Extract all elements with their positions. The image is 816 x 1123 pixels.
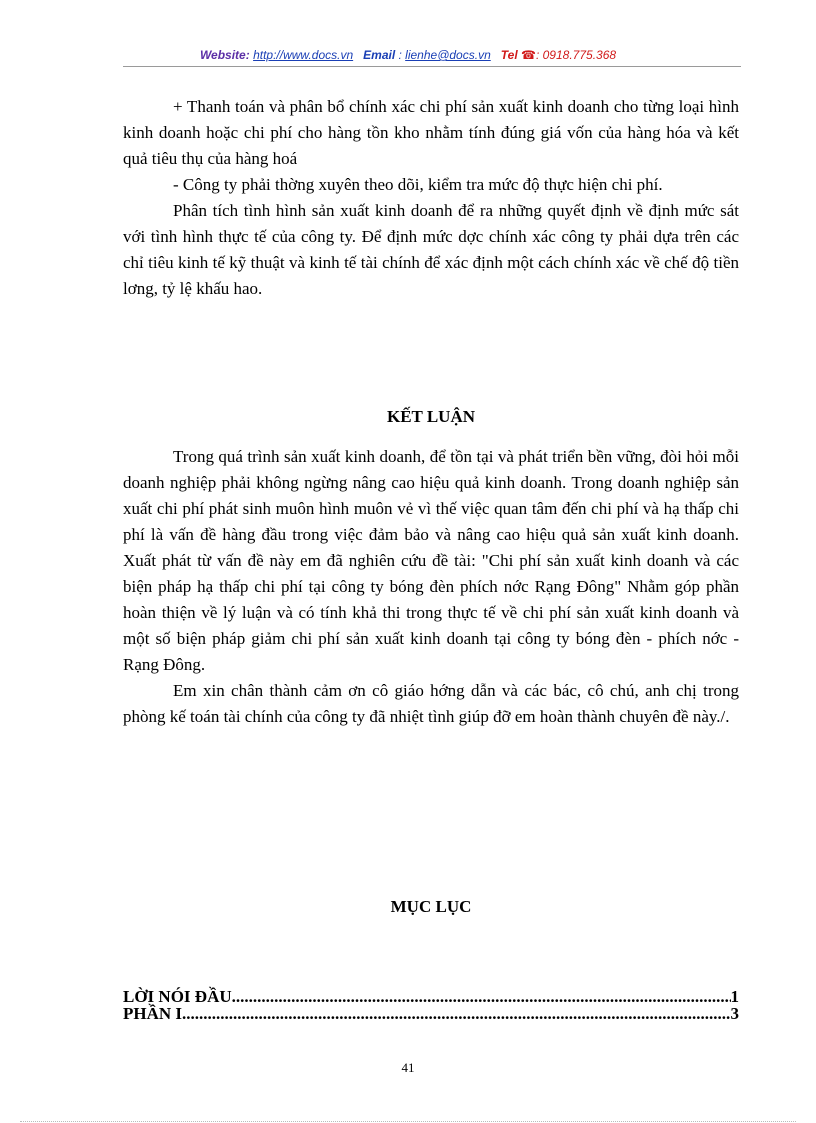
email-sep: : bbox=[395, 48, 406, 62]
tel-label: Tel bbox=[500, 48, 518, 62]
toc-entry-label: PHẦN I bbox=[123, 1004, 183, 1023]
header-divider bbox=[123, 66, 741, 67]
website-label: Website bbox=[199, 48, 246, 62]
email-link[interactable]: lienhe@docs.vn bbox=[405, 48, 491, 62]
email-label: Email bbox=[363, 48, 396, 62]
paragraph: Em xin chân thành cảm ơn cô giáo hớng dẫn và các bác, cô chú, anh chị trong phòng kế toán tài chính của công ty đã nhiệt tình giúp đỡ em hoàn thành chuyên đề này./. bbox=[123, 681, 739, 726]
document-body bbox=[123, 94, 739, 920]
phone-icon: ☎ bbox=[521, 48, 536, 62]
toc-leader bbox=[232, 988, 731, 1005]
paragraph: Phân tích tình hình sản xuất kinh doanh để ra những quyết định về định mức sát với tình hình thực tế của công ty. Để định mức dợc chính xác công ty phải dựa trên các chỉ tiêu kinh tế kỹ thuật và kinh tế tài chính để xác định một cách chính xác về chế độ tiền lơng, tỷ lệ khấu hao. bbox=[123, 201, 739, 298]
conclusion-heading: KẾT LUẬN bbox=[386, 407, 475, 426]
toc-entry[interactable] bbox=[123, 1005, 739, 1022]
toc-leader bbox=[182, 1005, 730, 1022]
page-header bbox=[0, 48, 816, 62]
toc-entry-page: 1 bbox=[730, 987, 739, 1006]
phone-number: : 0918.775.368 bbox=[535, 48, 617, 62]
paragraph: Trong quá trình sản xuất kinh doanh, để tồn tại và phát triển bền vững, đòi hỏi mỗi doanh nghiệp phải không ngừng nâng cao hiệu quả kinh doanh. Trong doanh nghiệp sản xuất chi phí phát sinh muôn hình muôn vẻ vì thế việc quan tâm đến chi phí và hạ thấp chi phí là vấn đề hàng đầu trong việc đảm bảo và nâng cao hiệu quả sản xuất kinh doanh. Xuất phát từ vấn đề này em đã nghiên cứu đề tài: "Chi phí sản xuất kinh doanh và các biện pháp hạ thấp chi phí tại công ty bóng đèn phích nớc Rạng Đông" Nhằm góp phần hoàn thiện về lý luận và có tính khả thi trong thực tế về chi phí sản xuất kinh doanh và một số biện pháp giảm chi phí sản xuất kinh doanh tại công ty bóng đèn - phích nớc - Rạng Đông. bbox=[123, 447, 739, 674]
toc-entry[interactable] bbox=[123, 988, 739, 1005]
toc-entry-page: 3 bbox=[730, 1004, 739, 1023]
toc-entry-label: LỜI NÓI ĐẦU bbox=[123, 987, 232, 1006]
footer-divider bbox=[20, 1121, 796, 1122]
website-link[interactable]: http://www.docs.vn bbox=[253, 48, 354, 62]
toc-heading: MỤC LỤC bbox=[390, 897, 472, 916]
page-number: 41 bbox=[401, 1060, 415, 1075]
table-of-contents bbox=[123, 988, 739, 1022]
paragraph: + Thanh toán và phân bổ chính xác chi phí sản xuất kinh doanh cho từng loại hình kinh doanh hoặc chi phí cho hàng tồn kho nhằm tính đúng giá vốn của hàng hóa và kết quả tiêu thụ của hàng hoá bbox=[123, 97, 739, 168]
paragraph: - Công ty phải thờng xuyên theo dõi, kiểm tra mức độ thực hiện chi phí. bbox=[173, 175, 663, 194]
website-sep: : bbox=[245, 48, 254, 62]
